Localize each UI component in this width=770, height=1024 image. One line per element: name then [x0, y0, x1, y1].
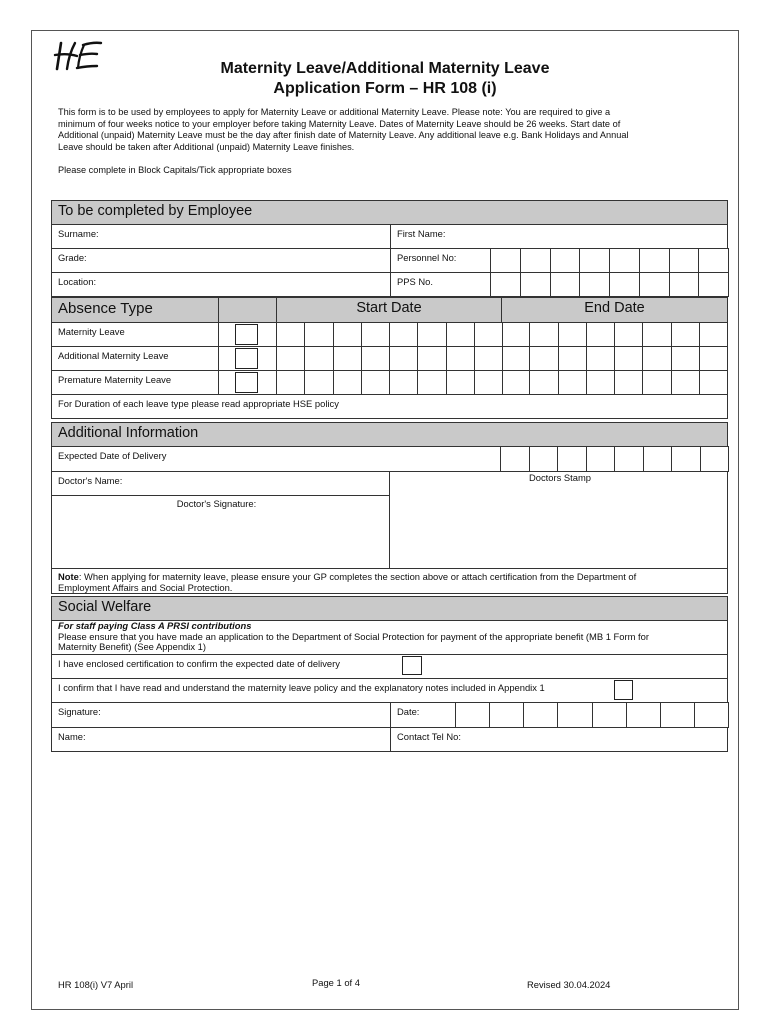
start-date-digit-box[interactable]	[417, 346, 446, 371]
start-date-digit-box[interactable]	[446, 322, 475, 347]
section-header-absence-type: Absence Type	[51, 297, 219, 323]
absence-type-checkbox[interactable]	[235, 372, 258, 393]
start-date-digit-box[interactable]	[304, 322, 333, 347]
expected-date-digit-box[interactable]	[700, 446, 730, 472]
expected-date-digit-box[interactable]	[643, 446, 673, 472]
start-date-digit-box[interactable]	[361, 322, 390, 347]
surname-field[interactable]: Surname:	[51, 224, 391, 249]
signature-field[interactable]: Signature:	[51, 702, 391, 728]
personnel-no-digit-box[interactable]	[609, 248, 640, 273]
start-date-digit-box[interactable]	[446, 346, 475, 371]
start-date-digit-box[interactable]	[333, 346, 362, 371]
location-field[interactable]: Location:	[51, 272, 391, 297]
start-date-digit-box[interactable]	[276, 346, 305, 371]
start-date-digit-box[interactable]	[333, 370, 362, 395]
signature-date-digit-box[interactable]	[660, 702, 695, 728]
personnel-no-digit-box[interactable]	[698, 248, 729, 273]
start-date-digit-box[interactable]	[276, 370, 305, 395]
first-name-field[interactable]: First Name:	[390, 224, 728, 249]
signature-date-digit-box[interactable]	[694, 702, 729, 728]
end-date-digit-box[interactable]	[642, 370, 671, 395]
duration-note: For Duration of each leave type please read appropriate HSE policy	[51, 394, 728, 419]
form-title-line2: Application Form – HR 108 (i)	[273, 80, 497, 97]
pps-no-digit-box[interactable]	[579, 272, 610, 297]
absence-row-premature: Premature Maternity Leave	[51, 370, 219, 395]
doctors-name-field[interactable]: Doctor's Name:	[51, 471, 390, 496]
pps-no-digit-box[interactable]	[490, 272, 521, 297]
end-date-digit-box[interactable]	[529, 346, 558, 371]
form-title-line1: Maternity Leave/Additional Maternity Leave	[220, 60, 550, 77]
expected-date-digit-box[interactable]	[671, 446, 701, 472]
section-header-additional: Additional Information	[51, 422, 728, 447]
personnel-no-digit-box[interactable]	[669, 248, 700, 273]
name-field[interactable]: Name:	[51, 727, 391, 752]
signature-date-digit-box[interactable]	[592, 702, 627, 728]
signature-date-digit-box[interactable]	[455, 702, 490, 728]
pps-no-digit-box[interactable]	[698, 272, 729, 297]
start-date-digit-box[interactable]	[474, 370, 503, 395]
end-date-digit-box[interactable]	[558, 370, 587, 395]
footer-revised-date: Revised 30.04.2024	[527, 979, 611, 990]
start-date-digit-box[interactable]	[417, 322, 446, 347]
personnel-no-digit-box[interactable]	[520, 248, 551, 273]
end-date-digit-box[interactable]	[586, 370, 615, 395]
end-date-digit-box[interactable]	[671, 346, 700, 371]
signature-date-digit-box[interactable]	[523, 702, 558, 728]
start-date-digit-box[interactable]	[389, 322, 418, 347]
section-header-employee: To be completed by Employee	[51, 200, 728, 225]
start-date-digit-box[interactable]	[333, 322, 362, 347]
end-date-digit-box[interactable]	[614, 370, 643, 395]
pps-no-digit-box[interactable]	[520, 272, 551, 297]
end-date-header: End Date	[501, 297, 728, 323]
social-welfare-info: For staff paying Class A PRSI contributions Please ensure that you have made an application to the Department of Social Protection for payment of the appropriate benefit (MB 1 Form for Maternity Benefit) (See Appendix 1)	[51, 620, 728, 655]
confirm-row: I confirm that I have read and understand the maternity leave policy and the explanatory notes included in Appendix 1	[51, 678, 728, 703]
date-label: Date:	[390, 702, 456, 728]
start-date-digit-box[interactable]	[474, 346, 503, 371]
start-date-digit-box[interactable]	[417, 370, 446, 395]
expected-date-digit-box[interactable]	[529, 446, 559, 472]
start-date-digit-box[interactable]	[446, 370, 475, 395]
absence-row-additional: Additional Maternity Leave	[51, 346, 219, 371]
start-date-digit-box[interactable]	[304, 370, 333, 395]
certification-checkbox[interactable]	[402, 656, 422, 675]
start-date-digit-box[interactable]	[304, 346, 333, 371]
personnel-no-label: Personnel No:	[390, 248, 491, 273]
pps-no-digit-box[interactable]	[609, 272, 640, 297]
gp-note: Note: When applying for maternity leave, please ensure your GP completes the section above or attach certification from the Department of Employment Affairs and Social Protection.	[51, 568, 728, 594]
doctors-stamp-area[interactable]	[389, 471, 728, 569]
start-date-header: Start Date	[276, 297, 502, 323]
end-date-digit-box[interactable]	[501, 322, 530, 347]
absence-type-checkbox[interactable]	[235, 348, 258, 369]
start-date-digit-box[interactable]	[361, 346, 390, 371]
personnel-no-digit-box[interactable]	[490, 248, 521, 273]
doctors-stamp-label: Doctors Stamp	[529, 472, 591, 483]
expected-date-label: Expected Date of Delivery	[51, 446, 501, 472]
start-date-digit-box[interactable]	[389, 370, 418, 395]
end-date-digit-box[interactable]	[642, 322, 671, 347]
absence-type-checkbox[interactable]	[235, 324, 258, 345]
contact-tel-field[interactable]: Contact Tel No:	[390, 727, 728, 752]
end-date-digit-box[interactable]	[614, 322, 643, 347]
end-date-digit-box[interactable]	[699, 346, 728, 371]
end-date-digit-box[interactable]	[558, 346, 587, 371]
end-date-digit-box[interactable]	[671, 322, 700, 347]
end-date-digit-box[interactable]	[642, 346, 671, 371]
end-date-digit-box[interactable]	[501, 346, 530, 371]
doctors-signature-area[interactable]	[51, 495, 390, 569]
signature-date-digit-box[interactable]	[557, 702, 592, 728]
start-date-digit-box[interactable]	[276, 322, 305, 347]
signature-date-digit-box[interactable]	[626, 702, 661, 728]
end-date-digit-box[interactable]	[529, 322, 558, 347]
pps-no-digit-box[interactable]	[550, 272, 581, 297]
end-date-digit-box[interactable]	[614, 346, 643, 371]
section-header-social-welfare: Social Welfare	[51, 596, 728, 621]
end-date-digit-box[interactable]	[586, 346, 615, 371]
expected-date-digit-box[interactable]	[586, 446, 616, 472]
expected-date-digit-box[interactable]	[557, 446, 587, 472]
pps-no-label: PPS No.	[390, 272, 491, 297]
personnel-no-digit-box[interactable]	[579, 248, 610, 273]
certification-row: I have enclosed certification to confirm the expected date of delivery	[51, 654, 728, 679]
personnel-no-digit-box[interactable]	[639, 248, 670, 273]
end-date-digit-box[interactable]	[671, 370, 700, 395]
absence-row-maternity: Maternity Leave	[51, 322, 219, 347]
end-date-digit-box[interactable]	[501, 370, 530, 395]
start-date-digit-box[interactable]	[474, 322, 503, 347]
personnel-no-digit-box[interactable]	[550, 248, 581, 273]
end-date-digit-box[interactable]	[699, 322, 728, 347]
doctors-signature-label: Doctor's Signature:	[176, 498, 257, 509]
signature-date-digit-box[interactable]	[489, 702, 524, 728]
start-date-digit-box[interactable]	[389, 346, 418, 371]
footer-form-code: HR 108(i) V7 April	[58, 979, 134, 990]
block-capitals-note: Please complete in Block Capitals/Tick appropriate boxes	[58, 165, 292, 175]
pps-no-digit-box[interactable]	[639, 272, 670, 297]
footer-page-number: Page 1 of 4	[312, 977, 360, 988]
end-date-digit-box[interactable]	[558, 322, 587, 347]
pps-no-digit-box[interactable]	[669, 272, 700, 297]
start-date-digit-box[interactable]	[361, 370, 390, 395]
expected-date-digit-box[interactable]	[500, 446, 530, 472]
confirm-checkbox[interactable]	[614, 680, 633, 700]
intro-text: This form is to be used by employees to apply for Maternity Leave or additional Maternity Leave. Please note: You are required to give a minimum of four weeks notice to your employer before taking Maternity Leave. Dates of Maternity Leave should be 26 weeks. Start date of Additional (unpaid) Maternity Leave must be the day after finish date of Maternity Leave. Any additional leave e.g. Bank Holidays and Annual Leave should be taken after Additional (unpaid) Maternity Leave finishes.	[58, 107, 629, 152]
end-date-digit-box[interactable]	[586, 322, 615, 347]
expected-date-digit-box[interactable]	[614, 446, 644, 472]
end-date-digit-box[interactable]	[699, 370, 728, 395]
absence-header-spacer	[218, 297, 277, 323]
grade-field[interactable]: Grade:	[51, 248, 391, 273]
end-date-digit-box[interactable]	[529, 370, 558, 395]
